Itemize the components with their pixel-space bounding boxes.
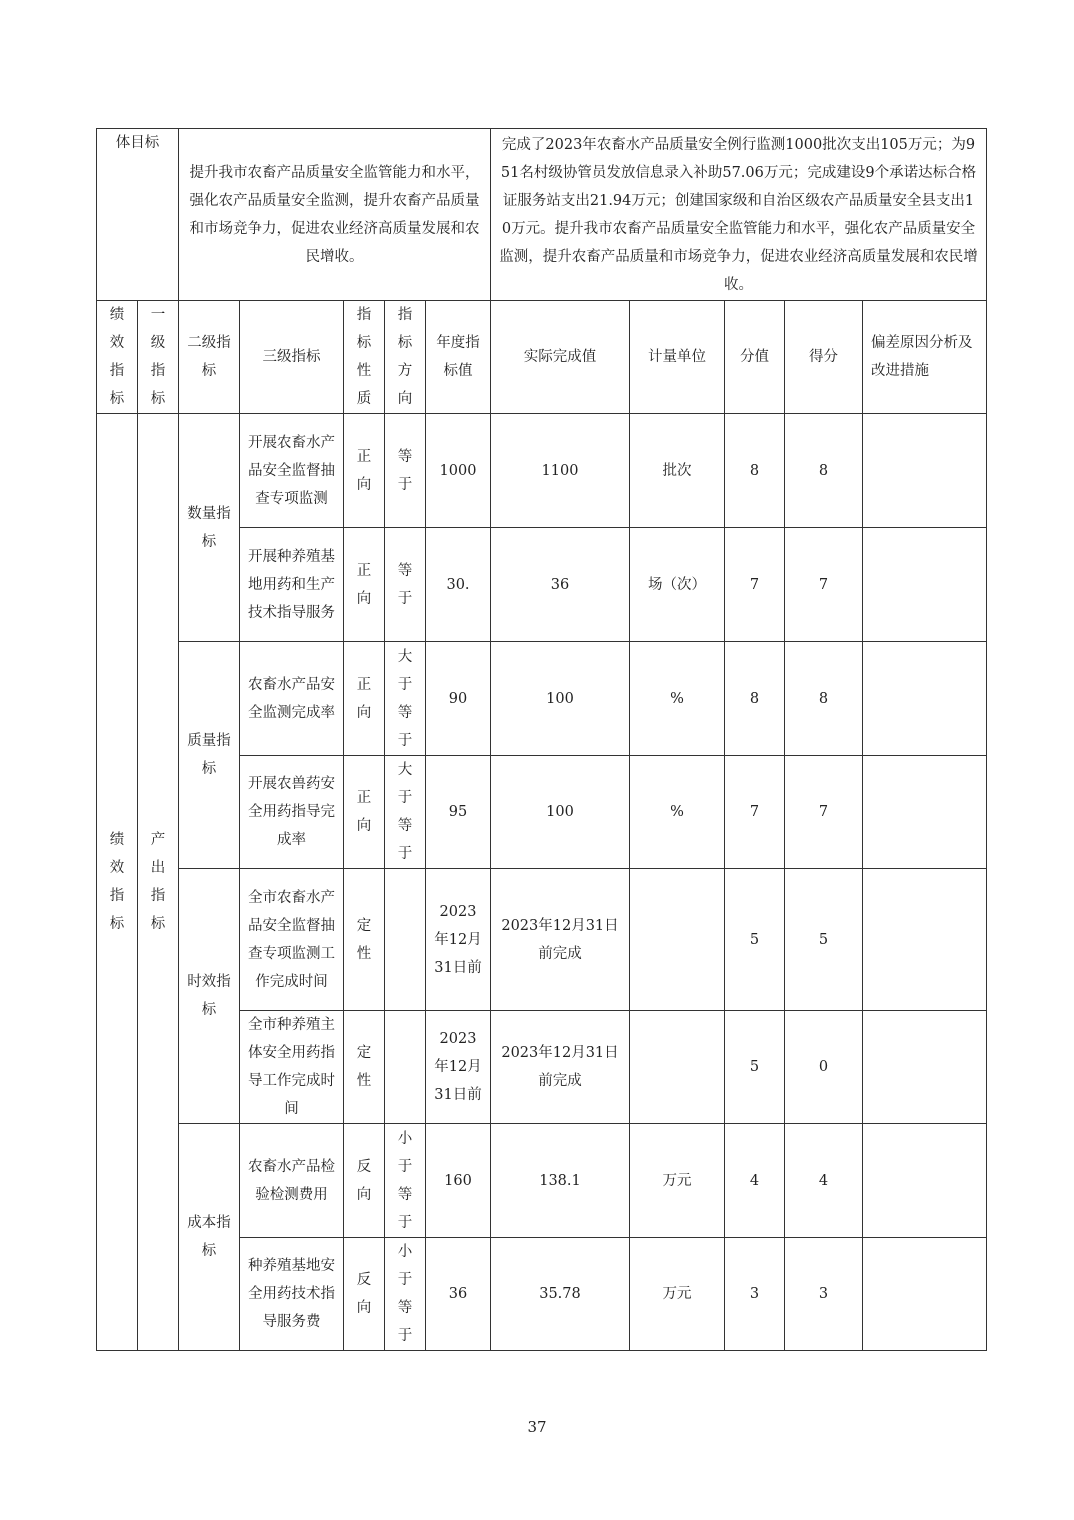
obtained-score-cell: 4 (785, 1124, 863, 1238)
level2-cell: 时效指标 (179, 869, 240, 1124)
header-cell: 计量单位 (630, 301, 725, 414)
header-cell: 绩效指标 (97, 301, 138, 414)
level2-cell: 质量指标 (179, 642, 240, 869)
table-row (97, 1124, 987, 1238)
indicator-direction-cell: 小于等于 (385, 1124, 426, 1238)
obtained-score-cell: 5 (785, 869, 863, 1011)
indicator-direction-cell: 小于等于 (385, 1238, 426, 1351)
indicator-nature-cell: 正向 (344, 414, 385, 528)
page-number: 37 (527, 1418, 547, 1436)
indicator-direction-cell (385, 1011, 426, 1124)
table-row (97, 642, 987, 756)
header-row (97, 301, 987, 414)
actual-value-cell: 138.1 (491, 1124, 630, 1238)
unit-cell: 万元 (630, 1238, 725, 1351)
unit-cell (630, 1011, 725, 1124)
indicator-direction-cell: 等于 (385, 528, 426, 642)
unit-cell (630, 869, 725, 1011)
header-cell: 分值 (725, 301, 785, 414)
deviation-cell (863, 1238, 987, 1351)
score-cell: 4 (725, 1124, 785, 1238)
goal-label: 体目标 (97, 129, 179, 301)
actual-value-cell: 100 (491, 756, 630, 869)
actual-value-cell: 35.78 (491, 1238, 630, 1351)
header-cell: 偏差原因分析及改进措施 (863, 301, 987, 414)
annual-target-cell: 160 (426, 1124, 491, 1238)
obtained-score-cell: 3 (785, 1238, 863, 1351)
score-cell: 5 (725, 1011, 785, 1124)
score-cell: 7 (725, 528, 785, 642)
goal-result: 完成了2023年农畜水产品质量安全例行监测1000批次支出105万元；为951名村级协管员发放信息录入补助57.06万元；完成建设9个承诺达标合格证服务站支出21.94万元；创建国家级和自治区级农产品质量安全县支出10万元。提升我市农畜产品质量安全监管能力和水平，强化农产品质量安全监测，提升农畜产品质量和市场竞争力，促进农业经济高质量发展和农民增收。 (491, 129, 987, 301)
actual-value-cell: 36 (491, 528, 630, 642)
deviation-cell (863, 756, 987, 869)
deviation-cell (863, 1011, 987, 1124)
indicator-direction-cell (385, 869, 426, 1011)
obtained-score-cell: 8 (785, 414, 863, 528)
deviation-cell (863, 414, 987, 528)
indicator-nature-cell: 正向 (344, 756, 385, 869)
indicator-nature-cell: 反向 (344, 1124, 385, 1238)
header-cell: 指标性质 (344, 301, 385, 414)
score-cell: 8 (725, 414, 785, 528)
table-row (97, 414, 987, 528)
indicator-name-cell: 开展农畜水产品安全监督抽查专项监测 (240, 414, 344, 528)
header-cell: 一级指标 (138, 301, 179, 414)
unit-cell: % (630, 642, 725, 756)
score-cell: 5 (725, 869, 785, 1011)
annual-target-cell: 2023年12月31日前 (426, 1011, 491, 1124)
deviation-cell (863, 642, 987, 756)
table-row (97, 869, 987, 1011)
level1-cell: 产出指标 (138, 414, 179, 1351)
indicator-name-cell: 全市农畜水产品安全监督抽查专项监测工作完成时间 (240, 869, 344, 1011)
score-cell: 3 (725, 1238, 785, 1351)
actual-value-cell: 100 (491, 642, 630, 756)
level2-cell: 数量指标 (179, 414, 240, 642)
indicator-nature-cell: 定性 (344, 869, 385, 1011)
annual-target-cell: 30. (426, 528, 491, 642)
indicator-name-cell: 开展种养殖基地用药和生产技术指导服务 (240, 528, 344, 642)
annual-target-cell: 36 (426, 1238, 491, 1351)
level0-cell: 绩效指标 (97, 414, 138, 1351)
header-cell: 年度指标值 (426, 301, 491, 414)
obtained-score-cell: 7 (785, 756, 863, 869)
goal-text: 提升我市农畜产品质量安全监管能力和水平，强化农产品质量安全监测，提升农畜产品质量和市场竞争力，促进农业经济高质量发展和农民增收。 (179, 129, 491, 301)
actual-value-cell: 2023年12月31日前完成 (491, 869, 630, 1011)
unit-cell: 场（次） (630, 528, 725, 642)
level2-cell: 成本指标 (179, 1124, 240, 1351)
indicator-name-cell: 种养殖基地安全用药技术指导服务费 (240, 1238, 344, 1351)
overall-goal-row (97, 129, 987, 301)
unit-cell: 万元 (630, 1124, 725, 1238)
header-cell: 二级指标 (179, 301, 240, 414)
header-cell: 实际完成值 (491, 301, 630, 414)
deviation-cell (863, 1124, 987, 1238)
score-cell: 8 (725, 642, 785, 756)
indicator-nature-cell: 反向 (344, 1238, 385, 1351)
actual-value-cell: 1100 (491, 414, 630, 528)
obtained-score-cell: 8 (785, 642, 863, 756)
indicator-direction-cell: 等于 (385, 414, 426, 528)
header-cell: 指标方向 (385, 301, 426, 414)
score-cell: 7 (725, 756, 785, 869)
indicator-nature-cell: 正向 (344, 528, 385, 642)
indicator-direction-cell: 大于等于 (385, 756, 426, 869)
indicator-nature-cell: 正向 (344, 642, 385, 756)
indicator-nature-cell: 定性 (344, 1011, 385, 1124)
header-cell: 三级指标 (240, 301, 344, 414)
unit-cell: % (630, 756, 725, 869)
deviation-cell (863, 869, 987, 1011)
indicator-name-cell: 开展农兽药安全用药指导完成率 (240, 756, 344, 869)
annual-target-cell: 95 (426, 756, 491, 869)
annual-target-cell: 90 (426, 642, 491, 756)
indicator-name-cell: 农畜水产品安全监测完成率 (240, 642, 344, 756)
indicator-direction-cell: 大于等于 (385, 642, 426, 756)
obtained-score-cell: 0 (785, 1011, 863, 1124)
annual-target-cell: 2023年12月31日前 (426, 869, 491, 1011)
annual-target-cell: 1000 (426, 414, 491, 528)
actual-value-cell: 2023年12月31日前完成 (491, 1011, 630, 1124)
obtained-score-cell: 7 (785, 528, 863, 642)
header-cell: 得分 (785, 301, 863, 414)
indicator-name-cell: 全市种养殖主体安全用药指导工作完成时间 (240, 1011, 344, 1124)
unit-cell: 批次 (630, 414, 725, 528)
performance-table (96, 128, 987, 1351)
indicator-name-cell: 农畜水产品检验检测费用 (240, 1124, 344, 1238)
deviation-cell (863, 528, 987, 642)
